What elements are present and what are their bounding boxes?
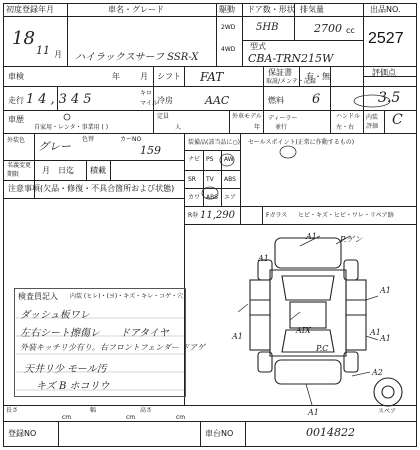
fuel-value: 6 bbox=[312, 92, 321, 107]
cc-value: 2700 bbox=[314, 22, 342, 35]
equip-abs2: ABS bbox=[206, 194, 218, 201]
note-line-5: キズ B ホコリウ bbox=[36, 381, 110, 392]
height-label: 高さ bbox=[140, 407, 153, 414]
interior-label: 内装 bbox=[366, 114, 379, 121]
year-value: 18 bbox=[12, 28, 35, 49]
door-shape-header: ドア数・形状 bbox=[247, 5, 295, 14]
mod-date: 月 日迄 bbox=[42, 166, 74, 175]
chassis-label: カーNO bbox=[120, 136, 142, 143]
shift-label: シフト bbox=[157, 72, 181, 81]
height-unit: cm bbox=[176, 414, 186, 421]
mod-load: 積載 bbox=[90, 166, 106, 175]
diag-label-h: A1 bbox=[370, 328, 381, 337]
ac-value: AAC bbox=[205, 94, 230, 107]
chassis-value: 159 bbox=[140, 144, 161, 157]
recycle-label: R券 bbox=[188, 212, 199, 219]
car-diagram bbox=[250, 238, 402, 406]
inspect-title: 検査員記入 bbox=[18, 292, 58, 301]
spare-label: スペア bbox=[378, 408, 397, 415]
year-model-unit: 年 bbox=[254, 124, 261, 131]
capacity-unit: 人 bbox=[175, 124, 182, 131]
model-value: CBA-TRN215W bbox=[248, 52, 334, 65]
note-line-1: ダッシュ板ワレ bbox=[20, 310, 90, 321]
length-unit: cm bbox=[62, 414, 72, 421]
mod-sub: 期限 bbox=[7, 171, 20, 178]
drive-4wd: 4WD bbox=[221, 46, 236, 53]
drive-header: 駆動 bbox=[219, 5, 235, 14]
diag-label-b: A1 bbox=[258, 254, 269, 263]
year-model-label: 外車モデル bbox=[232, 113, 262, 120]
sales-point: セールスポイント(正常に作動するもの) bbox=[248, 139, 355, 146]
note-line-2: 左右シート擦傷レ ドアタイヤ bbox=[20, 328, 169, 339]
fuel-label: 燃料 bbox=[268, 96, 284, 105]
handle-label: ハンドル bbox=[336, 113, 361, 120]
diag-label-a: A1 bbox=[306, 232, 317, 241]
shaken-label: 車検 bbox=[8, 72, 24, 81]
width-label: 幅 bbox=[90, 407, 97, 414]
glass-label: Fガラス bbox=[266, 212, 288, 219]
mod-label: 名義変更 bbox=[7, 162, 32, 169]
warranty-sub: 取説/メンテ・記録 bbox=[266, 78, 317, 85]
equip-ps: PS bbox=[206, 156, 214, 163]
notes-title: 注意事項(欠品・修復・不具合箇所および状態) bbox=[8, 184, 175, 193]
color-label: 外装色 bbox=[7, 137, 26, 144]
inspect-marks: 内装 (ヒレ)・(ヨ)・キズ・キレ・コゲ・穴 bbox=[70, 293, 184, 300]
doors-value: 5HB bbox=[256, 22, 279, 33]
displacement-header: 排気量 bbox=[300, 5, 324, 14]
equip-aw: AW bbox=[224, 156, 234, 163]
color-change: 色替 bbox=[82, 136, 95, 143]
equip-sr: SR bbox=[188, 176, 196, 183]
unit-mile: マイル bbox=[140, 100, 158, 107]
dealer-label: ディーラー bbox=[268, 115, 298, 122]
color-value: グレー bbox=[38, 140, 71, 153]
shaken-year: 年 bbox=[112, 72, 120, 81]
glass-marks: ヒビ・キズ・ヒビ・ワレ・リペア跡 bbox=[298, 212, 394, 219]
diag-label-e: A1 bbox=[380, 334, 391, 343]
equip-tv: TV bbox=[206, 176, 214, 183]
diag-label-pgen: P.ゲン bbox=[340, 235, 363, 244]
reg-no-label: 登録NO bbox=[8, 429, 37, 438]
cc-unit: cc bbox=[346, 26, 355, 35]
recycle-value: 11,290 bbox=[200, 210, 235, 221]
diag-label-pc: P.C bbox=[316, 344, 329, 353]
equip-leather: カワ bbox=[188, 194, 201, 201]
equip-navi: ナビ bbox=[188, 156, 201, 163]
dealer-sub: 並行 bbox=[275, 124, 288, 131]
history-label: 車歴 bbox=[8, 115, 24, 124]
score-label: 評価点 bbox=[372, 68, 396, 77]
ac-label: 冷房 bbox=[157, 96, 173, 105]
model-label: 型式 bbox=[250, 42, 266, 51]
serial-value: 0014822 bbox=[306, 426, 355, 439]
interior-sub: 評価 bbox=[366, 123, 379, 130]
car-name-header: 車名・グレード bbox=[108, 5, 164, 14]
mileage-label: 走行 bbox=[8, 96, 24, 105]
drive-2wd: 2WD bbox=[221, 24, 236, 31]
month-value: 11 bbox=[36, 44, 50, 57]
car-name-value: ハイラックスサーフ SSR-X bbox=[75, 52, 199, 63]
handle-sub: 左・右 bbox=[336, 124, 355, 131]
width-unit: cm bbox=[126, 414, 136, 421]
capacity-label: 定員 bbox=[157, 113, 170, 120]
warranty-yes-no: 有・無 bbox=[306, 72, 330, 81]
diag-label-g: A2 bbox=[372, 368, 383, 377]
equip-abs: ABS bbox=[224, 176, 236, 183]
shift-value: FAT bbox=[200, 70, 224, 84]
warranty-label: 保証書 bbox=[268, 68, 292, 77]
diag-label-c: A1 bbox=[380, 286, 391, 295]
score-value: 3.5 bbox=[378, 90, 401, 106]
unit-km: キロ bbox=[140, 90, 153, 97]
mileage-value: 14,345 bbox=[26, 92, 96, 107]
equip-air: エア bbox=[224, 194, 237, 201]
equipment-title: 装備品(該当品に○) bbox=[188, 139, 240, 146]
note-line-4: 天井リ少 モール汚 bbox=[24, 364, 107, 375]
first-reg-header: 初度登録年月 bbox=[6, 5, 54, 14]
exhibit-no-value: 2527 bbox=[368, 30, 404, 47]
history-sub: 自家用・レンタ・事業用 ( ) bbox=[34, 124, 109, 131]
diag-label-d: A1 bbox=[232, 332, 243, 341]
diag-label-f: A1 bbox=[308, 408, 319, 417]
exhibit-no-header: 出品NO. bbox=[370, 5, 401, 14]
diag-label-aix: AIX bbox=[296, 326, 311, 335]
chassis-no-label: 車台NO bbox=[205, 429, 234, 438]
note-line-3: 外装キッチリ少有り。右フロントフェンダー ドアゲ bbox=[20, 343, 205, 352]
length-label: 長さ bbox=[6, 407, 19, 414]
month-unit: 月 bbox=[54, 50, 62, 59]
shaken-month: 月 bbox=[140, 72, 148, 81]
interior-value: C bbox=[392, 112, 403, 128]
